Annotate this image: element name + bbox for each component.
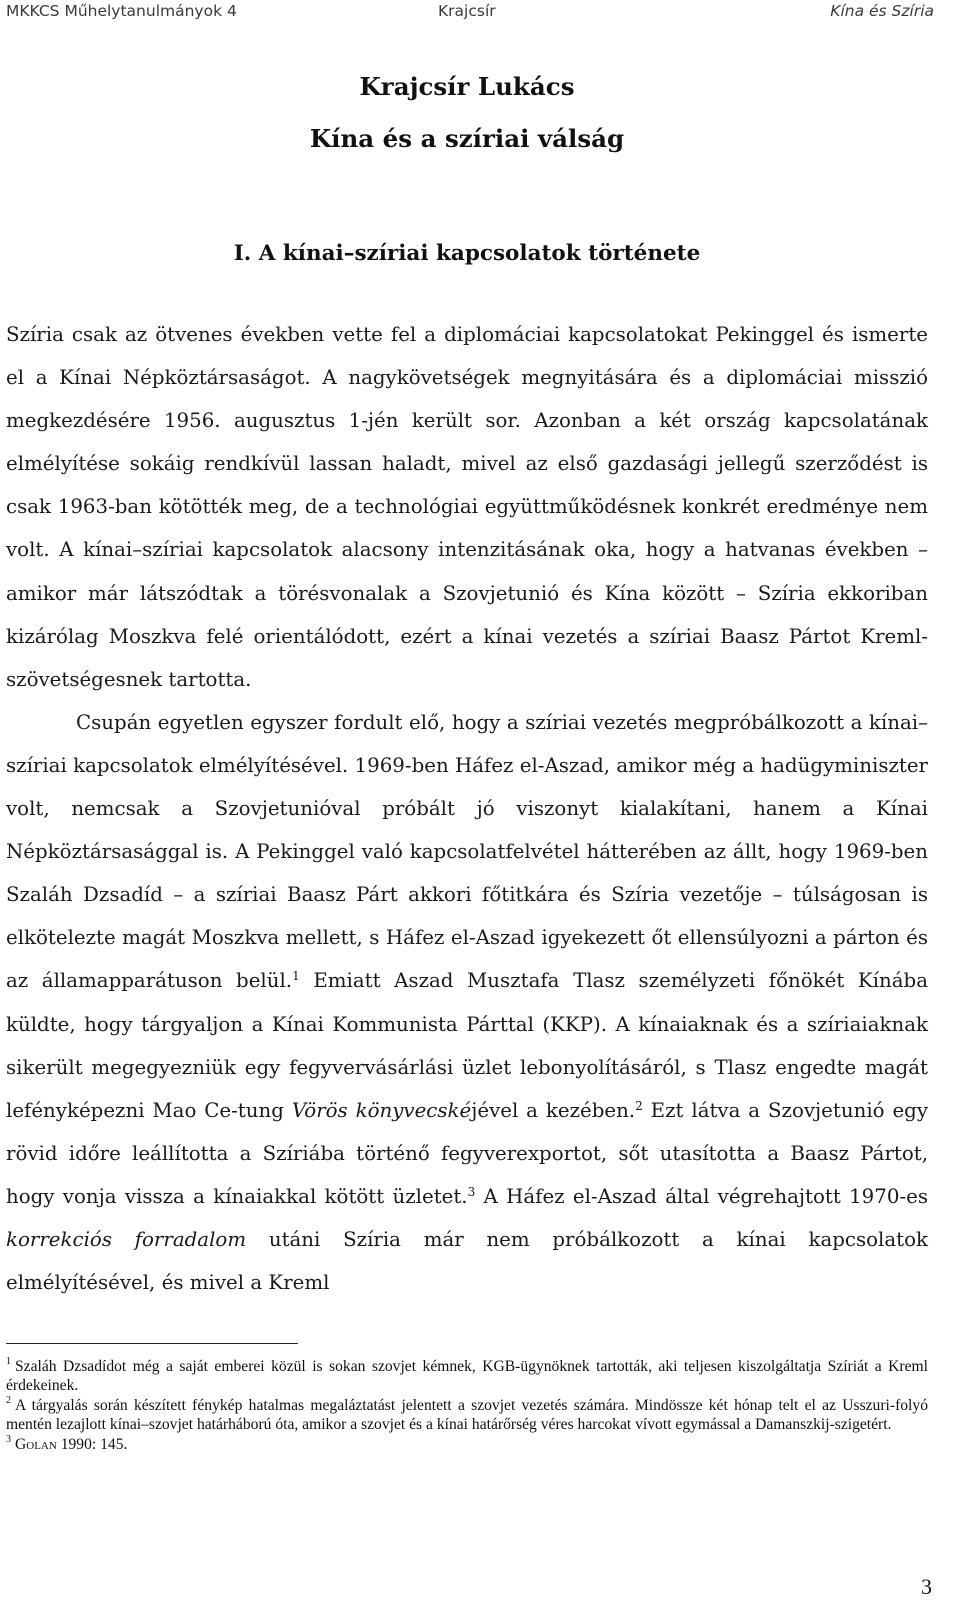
author-name: Krajcsír Lukács xyxy=(359,72,575,101)
header-title: Kína és Szíria xyxy=(830,2,934,20)
footnotes xyxy=(6,1358,928,1457)
header-series: MKKCS Műhelytanulmányok 4 xyxy=(6,2,237,20)
italic-red-book: Vörös könyvecské xyxy=(291,1098,472,1122)
section-heading: I. A kínai–szíriai kapcsolatok története xyxy=(233,241,701,266)
footnote-3-author: Golan xyxy=(15,1436,57,1454)
paragraph-1: Szíria csak az ötvenes években vette fel a diplomáciai kapcsolatokat Pekinggel és ismerte el a Kínai Népköztársaságot. A nagykövetségek megnyitására és a diplomáciai misszió megkezdésére 1956. augusztus 1-jén került sor. Azonban a két ország kapcsolatának elmélyítése sokáig rendkívül lassan haladt, mivel az első gazdasági jellegű szerződést is csak 1963-ban kötötték meg, de a technológiai együttműködésnek konkrét eredménye nem volt. A kínai–szíriai kapcsolatok alacsony intenzitásának oka, hogy a hatvanas években – amikor már látszódtak a törésvonalak a Szovjetunió és Kína között – Szíria ekkoriban kizárólag Moszkva felé orientálódott, ezért a kínai vezetés a szíriai Baasz Pártot Kreml-szövetségesnek tartotta. xyxy=(6,323,928,691)
footnote-2-text: A tárgyalás során készített fénykép hatalmas megaláztatást jelentett a szovjet vezetés számára. Mindössze két hónap telt el az Usszuri-folyó mentén lezajlott kínai–szovjet határháború óta, amikor a szovjet és a kínai határőrség véres harcokat vívott egymással a Damanszkij-szigetért. xyxy=(6,1397,928,1433)
header-author: Krajcsír xyxy=(438,2,496,20)
footnote-2 xyxy=(6,1397,928,1434)
running-header xyxy=(6,2,934,26)
footnote-ref-3[interactable]: 3 xyxy=(467,1184,476,1199)
paragraph-2-part-c: jével a kezében. xyxy=(471,1098,636,1122)
paragraph-2-part-f: utáni Szíria már nem próbálkozott a kínai kapcsolatok elmélyítésével, és mivel a Kreml xyxy=(6,1227,929,1295)
paragraph-2-part-a: Csupán egyetlen egyszer fordult elő, hogy a szíriai vezetés megpróbálkozott a kínai–szíriai kapcsolatok elmélyítésével. 1969-ben Háfez el-Aszad, amikor még a hadügyminiszter volt, nemcsak a Szovjetunióval próbált jó viszonyt kialakítani, hanem a Kínai Népköztársasággal is. A Pekinggel való kapcsolatfelvétel hátterében az állt, hogy 1969-ben Szaláh Dzsadíd – a szíriai Baasz Párt akkori főtitkára és Szíria vezetője – túlságosan is elkötelezte magát Moszkva mellett, s Háfez el-Aszad igyekezett őt ellensúlyozni a párton és az államapparátuson belül. xyxy=(6,710,928,993)
footnote-2-number: 2 xyxy=(6,1395,11,1407)
footnote-divider xyxy=(6,1343,298,1344)
italic-corrective-revolution: korrekciós forradalom xyxy=(6,1227,247,1251)
footnote-3-number: 3 xyxy=(6,1434,11,1446)
paragraph-2-part-d: Ezt látva a Szovjetunió egy rövid időre leállította a Szíriába történő fegyverexportot, sőt utasította a Baasz Pártot, hogy vonja vissza a kínaiakkal kötött üzletet. xyxy=(6,1098,928,1208)
paragraph-2-part-e: A Háfez el-Aszad által végrehajtott 1970-es xyxy=(475,1184,928,1208)
footnote-ref-1[interactable]: 1 xyxy=(292,969,300,984)
footnote-ref-2[interactable]: 2 xyxy=(635,1098,643,1113)
footnote-1-text: Szaláh Dzsadídot még a saját emberei közül is sokan szovjet kémnek, KGB-ügynöknek tartották, aki teljesen kiszolgáltatja Szíriát a Kreml érdekeinek. xyxy=(6,1358,928,1394)
footnote-3 xyxy=(6,1436,928,1455)
footnote-1 xyxy=(6,1358,928,1395)
document-title: Kína és a szíriai válság xyxy=(309,124,625,153)
footnote-1-number: 1 xyxy=(6,1356,11,1367)
footnote-3-text: 1990: 145. xyxy=(56,1436,128,1454)
paragraph-2 xyxy=(6,701,928,1304)
paragraph-2-part-b: Emiatt Aszad Musztafa Tlasz személyzeti főnökét Kínába küldte, hogy tárgyaljon a Kínai Kommunista Párttal (KKP). A kínaiaknak és a szíriaiaknak sikerült megegyezniük egy fegyvervásárlási üzlet lebonyolításáról, s Tlasz engedte magát lefényképezni Mao Ce-tung xyxy=(6,969,929,1122)
body-text xyxy=(6,313,928,1304)
page-number: 3 xyxy=(921,1574,932,1599)
